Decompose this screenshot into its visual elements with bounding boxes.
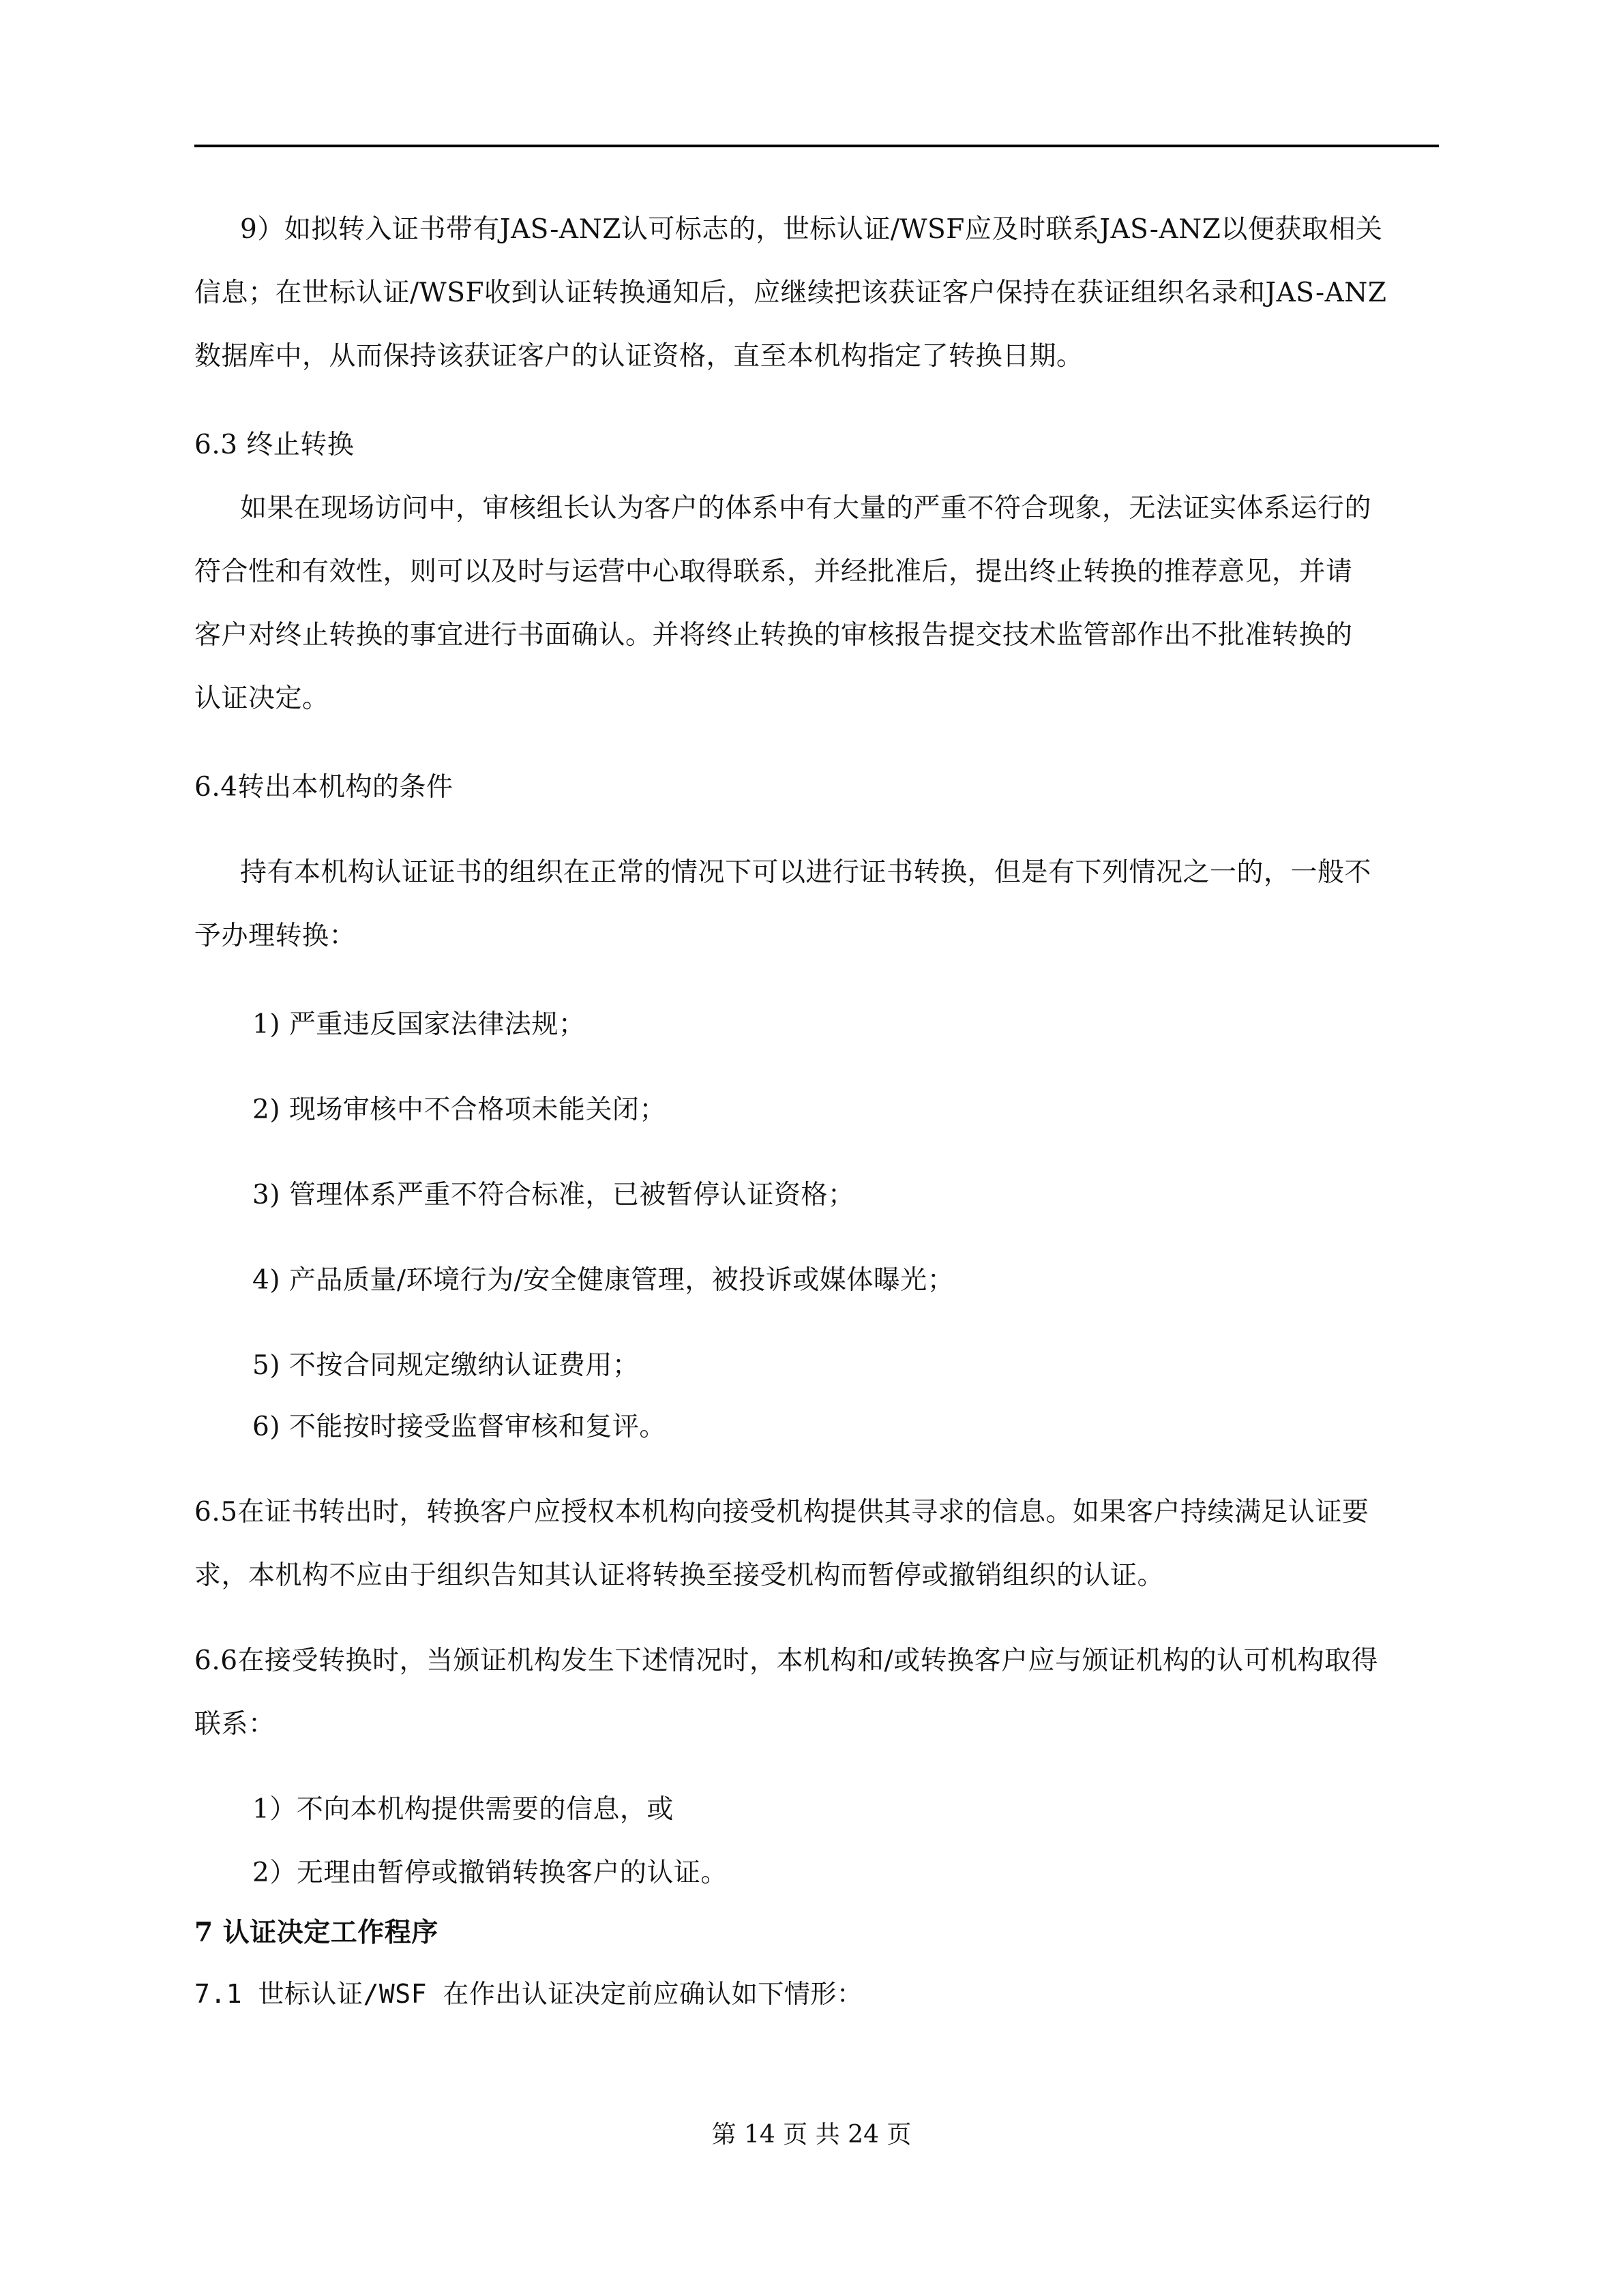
paragraph-9-line-3: 数据库中，从而保持该获证客户的认证资格，直至本机构指定了转换日期。 [194, 341, 1084, 372]
transfer-condition-1: 1）不向本机构提供需要的信息，或 [252, 1794, 674, 1825]
paragraph-7-1: 7.1 世标认证/WSF 在作出认证决定前应确认如下情形： [194, 1979, 863, 2009]
heading-7: 7 认证决定工作程序 [194, 1917, 438, 1948]
paragraph-6-3-line-2: 符合性和有效性，则可以及时与运营中心取得联系，并经批准后，提出终止转换的推荐意见，并请 [194, 556, 1353, 587]
paragraph-6-4-line-1: 持有本机构认证证书的组织在正常的情况下可以进行证书转换，但是有下列情况之一的，一般不 [240, 857, 1372, 888]
page-number-footer: 第 14 页 共 24 页 [711, 2121, 912, 2149]
paragraph-6-3-line-1: 如果在现场访问中，审核组长认为客户的体系中有大量的严重不符合现象，无法证实体系运行的 [240, 493, 1372, 524]
paragraph-9-line-2: 信息；在世标认证/WSF收到认证转换通知后，应继续把该获证客户保持在获证组织名录和JAS-ANZ [194, 278, 1387, 308]
list-item-6: 6) 不能按时接受监督审核和复评。 [252, 1412, 666, 1442]
paragraph-6-6-line-2: 联系： [194, 1709, 276, 1740]
list-item-2: 2) 现场审核中不合格项未能关闭； [252, 1094, 666, 1125]
header-rule [194, 145, 1439, 147]
list-item-1: 1) 严重违反国家法律法规； [252, 1009, 586, 1040]
paragraph-6-4-line-2: 予办理转换： [194, 921, 357, 951]
paragraph-6-3-line-4: 认证决定。 [194, 683, 329, 714]
paragraph-9-line-1: 9）如拟转入证书带有JAS-ANZ认可标志的，世标认证/WSF应及时联系JAS-ANZ以便获取相关 [240, 214, 1383, 245]
paragraph-6-6-line-1: 6.6在接受转换时，当颁证机构发生下述情况时，本机构和/或转换客户应与颁证机构的认可机构取得 [194, 1645, 1379, 1676]
heading-6-4: 6.4转出本机构的条件 [194, 772, 453, 803]
paragraph-6-5-line-2: 求，本机构不应由于组织告知其认证将转换至接受机构而暂停或撤销组织的认证。 [194, 1560, 1165, 1591]
list-item-3: 3) 管理体系严重不符合标准，已被暂停认证资格； [252, 1180, 855, 1210]
list-item-5: 5) 不按合同规定缴纳认证费用； [252, 1350, 640, 1381]
heading-6-3: 6.3 终止转换 [194, 430, 355, 460]
paragraph-6-3-line-3: 客户对终止转换的事宜进行书面确认。并将终止转换的审核报告提交技术监管部作出不批准转换的 [194, 620, 1353, 651]
transfer-condition-2: 2）无理由暂停或撤销转换客户的认证。 [252, 1858, 728, 1888]
list-item-4: 4) 产品质量/环境行为/安全健康管理，被投诉或媒体曝光； [252, 1265, 955, 1296]
paragraph-6-5-line-1: 6.5在证书转出时，转换客户应授权本机构向接受机构提供其寻求的信息。如果客户持续满足认证要 [194, 1497, 1369, 1527]
